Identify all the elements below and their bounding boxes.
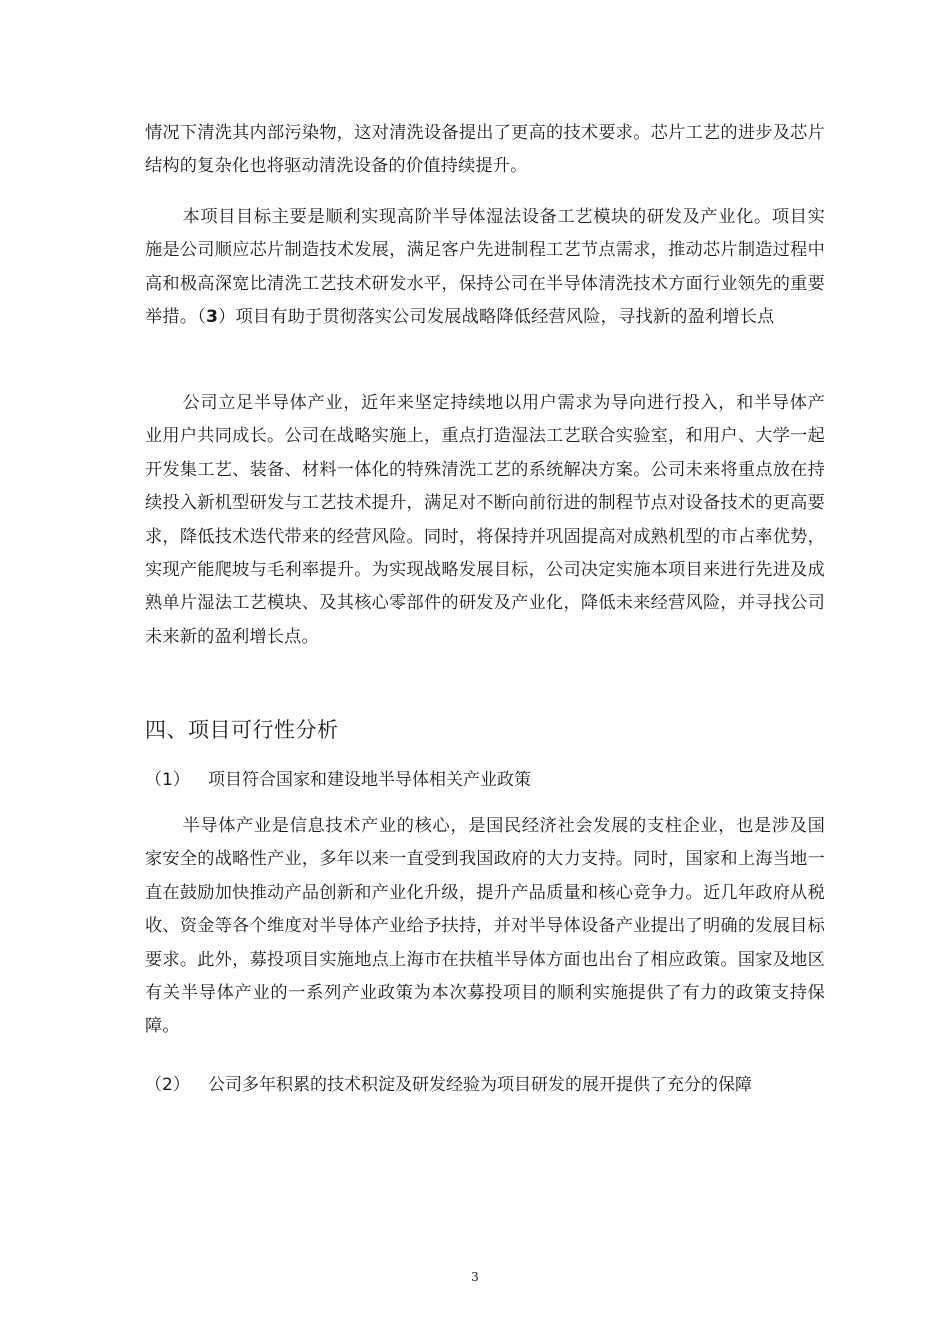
subheading-2	[145, 1069, 825, 1102]
subheading-1-number: （1）	[145, 770, 190, 790]
paragraph-company-strategy-text: 公司立足半导体产业，近年来坚定持续地以用户需求为导向进行投入，和半导体产业用户共同成长。公司在战略实施上，重点打造湿法工艺联合实验室，和用户、大学一起开发集工艺、装备、材料一体化的特殊清洗工艺的系统解决方案。公司未来将重点放在持续投入新机型研发与工艺技术提升，满足对不断向前衍进的制程节点对设备技术的更高要求，降低技术迭代带来的经营风险。同时，将保持并巩固提高对成熟机型的市占率优势，实现产能爬坡与毛利率提升。为实现战略发展目标，公司决定实施本项目来进行先进及成熟单片湿法工艺模块、及其核心零部件的研发及产业化，降低未来经营风险，并寻找公司未来新的盈利增长点。	[145, 393, 825, 647]
page-number: 3	[471, 1270, 479, 1284]
subheading-1	[145, 764, 825, 797]
paragraph-project-goal	[145, 201, 825, 335]
paragraph-industry-policy	[145, 810, 825, 1044]
subheading-2-number: （2）	[145, 1075, 190, 1095]
item-3-open-paren: （	[197, 307, 206, 328]
item-3-number: 3	[205, 307, 219, 328]
paragraph-company-strategy	[145, 387, 825, 654]
section-heading: 四、项目可行性分析	[145, 718, 339, 742]
paragraph-continuation: 情况下清洗其内部污染物，这对清洗设备提出了更高的技术要求。芯片工艺的进步及芯片结构的复杂化也将驱动清洗设备的价值持续提升。	[145, 123, 825, 177]
item-3-title: 项目有助于贯彻落实公司发展战略降低经营风险，寻找新的盈利增长点	[235, 307, 775, 328]
paragraph-project-goal-text: 本项目目标主要是顺利实现高阶半导体湿法设备工艺模块的研发及产业化。项目实施是公司顺应芯片制造技术发展，满足客户先进制程工艺节点需求，推动芯片制造过程中高和极高深宽比清洗工艺技术研发水平，保持公司在半导体清洗技术方面行业领先的重要举措。	[145, 207, 825, 328]
paragraph-industry-policy-text: 半导体产业是信息技术产业的核心，是国民经济社会发展的支柱企业，也是涉及国家安全的战略性产业，多年以来一直受到我国政府的大力支持。同时，国家和上海当地一直在鼓励加快推动产品创新和产业化升级，提升产品质量和核心竞争力。近几年政府从税收、资金等各个维度对半导体产业给予扶持，并对半导体设备产业提出了明确的发展目标要求。此外，募投项目实施地点上海市在扶植半导体方面也出台了相应政策。国家及地区有关半导体产业的一系列产业政策为本次募投项目的顺利实施提供了有力的政策支持保障。	[145, 816, 825, 1037]
subheading-2-title: 公司多年积累的技术积淀及研发经验为项目研发的展开提供了充分的保障	[208, 1075, 752, 1095]
item-3-close-paren: ）	[218, 307, 236, 328]
subheading-1-title: 项目符合国家和建设地半导体相关产业政策	[208, 770, 531, 790]
